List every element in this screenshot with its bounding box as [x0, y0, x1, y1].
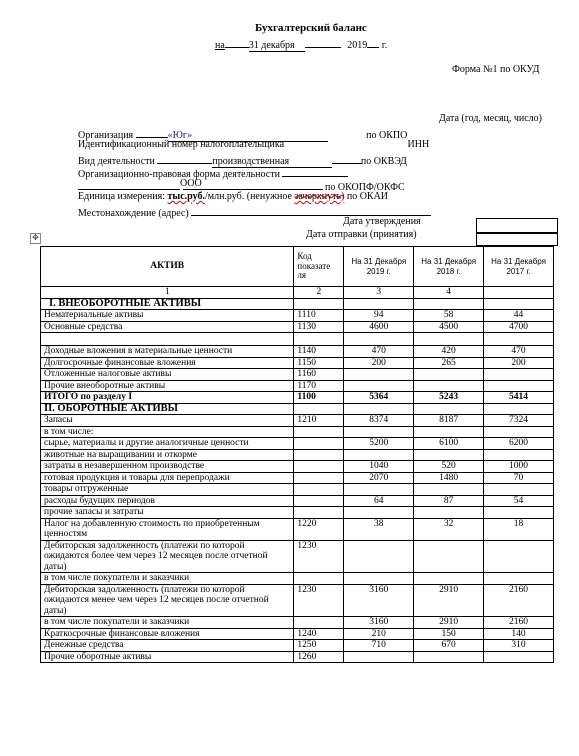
- value-2019: 8374: [344, 415, 414, 427]
- value-2018: 520: [414, 461, 484, 473]
- value-2017: 54: [484, 495, 554, 507]
- value-2017: 140: [484, 628, 554, 640]
- row-code: 1250: [294, 640, 344, 652]
- row-name: Дебиторская задолженность (платежи по которой ожидаются более чем через 12 месяцев после отчетной даты): [41, 540, 294, 573]
- header-2019: На 31 Декабря 2019 г.: [344, 247, 414, 287]
- row-code: 1220: [294, 518, 344, 540]
- value-2017: 6200: [484, 438, 554, 450]
- org-value: «Юг»: [168, 130, 328, 142]
- table-row: [41, 628, 554, 640]
- value-2017: 310: [484, 640, 554, 652]
- value-2019: [344, 540, 414, 573]
- row-code: 1210: [294, 415, 344, 427]
- column-number-row: [41, 287, 554, 299]
- value-2017: [484, 298, 554, 310]
- row-name: Прочие внеоборотные активы: [41, 380, 294, 392]
- value-2017: [484, 507, 554, 519]
- unit-value: тыс.руб.: [167, 191, 205, 202]
- value-2018: [414, 403, 484, 415]
- value-2018: 2910: [414, 584, 484, 617]
- value-2018: 87: [414, 495, 484, 507]
- value-2017: [484, 333, 554, 346]
- unit-line: [78, 191, 388, 203]
- activity-label: Вид деятельности: [78, 156, 155, 167]
- value-2018: [414, 484, 484, 496]
- row-name: Прочие оборотные активы: [41, 651, 294, 663]
- okopf-label: по ОКОПФ/ОКФС: [325, 182, 405, 193]
- table-row: [41, 461, 554, 473]
- value-2017: [484, 380, 554, 392]
- value-2017: [484, 540, 554, 573]
- value-2018: [414, 380, 484, 392]
- table-row: [41, 472, 554, 484]
- value-2017: [484, 403, 554, 415]
- value-2017: 1000: [484, 461, 554, 473]
- row-name: II. ОБОРОТНЫЕ АКТИВЫ: [41, 403, 294, 415]
- header-2017: На 31 Декабря 2017 г.: [484, 247, 554, 287]
- table-row: [41, 310, 554, 322]
- table-row: [41, 540, 554, 573]
- table-row: [41, 518, 554, 540]
- row-name: сырье, материалы и другие аналогичные ценности: [41, 438, 294, 450]
- row-code: 1150: [294, 357, 344, 369]
- row-name: Основные средства: [41, 321, 294, 333]
- value-2019: 210: [344, 628, 414, 640]
- value-2017: 2160: [484, 617, 554, 629]
- row-name: Долгосрочные финансовые вложения: [41, 357, 294, 369]
- unit-strike: зачеркнуть): [294, 191, 345, 202]
- table-row: [41, 438, 554, 450]
- activity-value: производственная: [212, 156, 332, 168]
- value-2017: 44: [484, 310, 554, 322]
- value-2018: 5243: [414, 392, 484, 404]
- table-row: [41, 617, 554, 629]
- table-row: [41, 357, 554, 369]
- value-2019: 3160: [344, 584, 414, 617]
- value-2017: 5414: [484, 392, 554, 404]
- table-row: [41, 507, 554, 519]
- table-move-handle-icon[interactable]: ✥: [30, 233, 41, 244]
- row-code: [294, 426, 344, 438]
- total-row: [41, 392, 554, 404]
- col-number-3: 3: [344, 287, 414, 299]
- balance-table: [40, 246, 554, 663]
- col-number-1: 1: [41, 287, 294, 299]
- row-code: [294, 333, 344, 346]
- row-name: расходы будущих периодов: [41, 495, 294, 507]
- row-code: 1240: [294, 628, 344, 640]
- date-label: Дата (год, месяц, число): [439, 113, 542, 124]
- row-name: в том числе покупатели и заказчики: [41, 573, 294, 585]
- col-number-4: 4: [414, 287, 484, 299]
- row-code: [294, 617, 344, 629]
- value-2019: 4600: [344, 321, 414, 333]
- form-okud: Форма №1 по ОКУД: [452, 64, 540, 75]
- row-code: [294, 438, 344, 450]
- value-2019: [344, 507, 414, 519]
- balance-date-line: [215, 36, 387, 52]
- row-code: 1230: [294, 584, 344, 617]
- row-code: [294, 298, 344, 310]
- row-code: 1170: [294, 380, 344, 392]
- inn-code: ИНН: [407, 139, 430, 150]
- row-name: затраты в незавершенном производстве: [41, 461, 294, 473]
- row-code: 1160: [294, 369, 344, 381]
- value-2017: [484, 484, 554, 496]
- value-2019: [344, 426, 414, 438]
- row-name: Краткосрочные финансовые вложения: [41, 628, 294, 640]
- value-2018: [414, 449, 484, 461]
- unit-label: Единица измерения:: [78, 191, 165, 202]
- row-code: [294, 495, 344, 507]
- value-2018: 32: [414, 518, 484, 540]
- value-2018: [414, 426, 484, 438]
- row-code: 1230: [294, 540, 344, 573]
- header-code: Код показате ля: [294, 247, 344, 287]
- row-name: Налог на добавленную стоимость по приобретенным ценностям: [41, 518, 294, 540]
- value-2019: 5200: [344, 438, 414, 450]
- value-2018: 2910: [414, 617, 484, 629]
- row-name: Денежные средства: [41, 640, 294, 652]
- row-name: животные на выращивании и откорме: [41, 449, 294, 461]
- table-row: [41, 584, 554, 617]
- date-prefix: на: [215, 40, 225, 51]
- inn-label: Идентификационный номер налогоплательщика: [78, 139, 285, 150]
- value-2017: 4700: [484, 321, 554, 333]
- row-name: готовая продукция и товары для перепродажи: [41, 472, 294, 484]
- value-2019: 200: [344, 357, 414, 369]
- date-year-suffix: г.: [381, 40, 388, 51]
- value-2018: [414, 369, 484, 381]
- value-2019: 2070: [344, 472, 414, 484]
- okei-label: по ОКАИ: [346, 191, 389, 202]
- table-row: [41, 484, 554, 496]
- table-row: [41, 369, 554, 381]
- row-name: Дебиторская задолженность (платежи по которой ожидаются менее чем через 12 месяцев после отчетной даты): [41, 584, 294, 617]
- value-2017: 470: [484, 346, 554, 358]
- row-code: [294, 449, 344, 461]
- value-2017: [484, 573, 554, 585]
- value-2019: 1040: [344, 461, 414, 473]
- value-2018: [414, 651, 484, 663]
- document-title: Бухгалтерский баланс: [255, 22, 367, 34]
- row-code: 1130: [294, 321, 344, 333]
- row-code: [294, 573, 344, 585]
- org-label: Организация: [78, 130, 134, 141]
- value-2019: 3160: [344, 617, 414, 629]
- row-name: прочие запасы и затраты: [41, 507, 294, 519]
- row-name: I. ВНЕОБОРОТНЫЕ АКТИВЫ: [41, 298, 294, 310]
- row-name: Отложенные налоговые активы: [41, 369, 294, 381]
- value-2018: [414, 540, 484, 573]
- row-code: [294, 472, 344, 484]
- value-2019: [344, 449, 414, 461]
- header-aktiv: АКТИВ: [41, 247, 294, 287]
- value-2019: 64: [344, 495, 414, 507]
- table-row: [41, 640, 554, 652]
- row-code: [294, 507, 344, 519]
- value-2018: 265: [414, 357, 484, 369]
- section-row: [41, 403, 554, 415]
- table-row: [41, 426, 554, 438]
- value-2019: [344, 298, 414, 310]
- inn-line: [78, 139, 429, 151]
- table-row: [41, 573, 554, 585]
- sent-date-box: [476, 232, 558, 246]
- value-2017: 2160: [484, 584, 554, 617]
- value-2018: 58: [414, 310, 484, 322]
- value-2019: [344, 369, 414, 381]
- value-2018: [414, 333, 484, 346]
- value-2019: [344, 484, 414, 496]
- value-2018: 4500: [414, 321, 484, 333]
- sent-date-label: Дата отправки (принятия): [306, 229, 417, 240]
- row-name: Доходные вложения в материальные ценности: [41, 346, 294, 358]
- value-2017: [484, 449, 554, 461]
- approval-date-label: Дата утверждения: [343, 216, 421, 227]
- table-row: [41, 449, 554, 461]
- row-name: ИТОГО по разделу I: [41, 392, 294, 404]
- table-row: [41, 495, 554, 507]
- value-2019: [344, 403, 414, 415]
- value-2017: 200: [484, 357, 554, 369]
- row-name: в том числе покупатели и заказчики: [41, 617, 294, 629]
- value-2019: 38: [344, 518, 414, 540]
- table-header-row: [41, 247, 554, 287]
- value-2019: 5364: [344, 392, 414, 404]
- table-row: [41, 380, 554, 392]
- value-2019: [344, 380, 414, 392]
- value-2018: 150: [414, 628, 484, 640]
- value-2018: [414, 573, 484, 585]
- value-2017: [484, 369, 554, 381]
- row-code: 1260: [294, 651, 344, 663]
- legal-form-label: Организационно-правовая форма деятельности: [78, 169, 280, 180]
- value-2018: 420: [414, 346, 484, 358]
- row-name: в том числе:: [41, 426, 294, 438]
- value-2018: 6100: [414, 438, 484, 450]
- date-year: 2019: [347, 40, 368, 51]
- value-2018: [414, 298, 484, 310]
- row-code: 1100: [294, 392, 344, 404]
- value-2018: 1480: [414, 472, 484, 484]
- row-code: 1110: [294, 310, 344, 322]
- location-label: Местонахождение (адрес): [78, 208, 189, 219]
- row-name: Запасы: [41, 415, 294, 427]
- value-2017: 7324: [484, 415, 554, 427]
- okved-label: по ОКВЭД: [360, 156, 407, 167]
- value-2017: 18: [484, 518, 554, 540]
- section-row: [41, 298, 554, 310]
- table-row: [41, 346, 554, 358]
- legal-form-value: ООО: [180, 178, 202, 189]
- value-2018: 8187: [414, 415, 484, 427]
- value-2019: [344, 333, 414, 346]
- row-name: Нематериальные активы: [41, 310, 294, 322]
- header-2018: На 31 Декабря 2018 г.: [414, 247, 484, 287]
- row-code: [294, 484, 344, 496]
- value-2017: 70: [484, 472, 554, 484]
- value-2019: 470: [344, 346, 414, 358]
- value-2018: [414, 507, 484, 519]
- date-value: 31 декабря: [249, 40, 305, 52]
- value-2019: [344, 573, 414, 585]
- value-2019: 710: [344, 640, 414, 652]
- col-number-2: 2: [294, 287, 344, 299]
- table-row: [41, 415, 554, 427]
- row-code: [294, 461, 344, 473]
- row-code: 1140: [294, 346, 344, 358]
- value-2019: [344, 651, 414, 663]
- table-row: [41, 333, 554, 346]
- value-2017: [484, 426, 554, 438]
- value-2017: [484, 651, 554, 663]
- value-2019: 94: [344, 310, 414, 322]
- table-row: [41, 651, 554, 663]
- unit-rest: /млн.руб. (ненужное: [204, 191, 292, 202]
- value-2018: 670: [414, 640, 484, 652]
- table-row: [41, 321, 554, 333]
- okpo-label: по ОКПО: [366, 130, 408, 141]
- row-code: [294, 403, 344, 415]
- col-number-5: [484, 287, 554, 299]
- row-name: [41, 333, 294, 346]
- row-name: товары отгруженные: [41, 484, 294, 496]
